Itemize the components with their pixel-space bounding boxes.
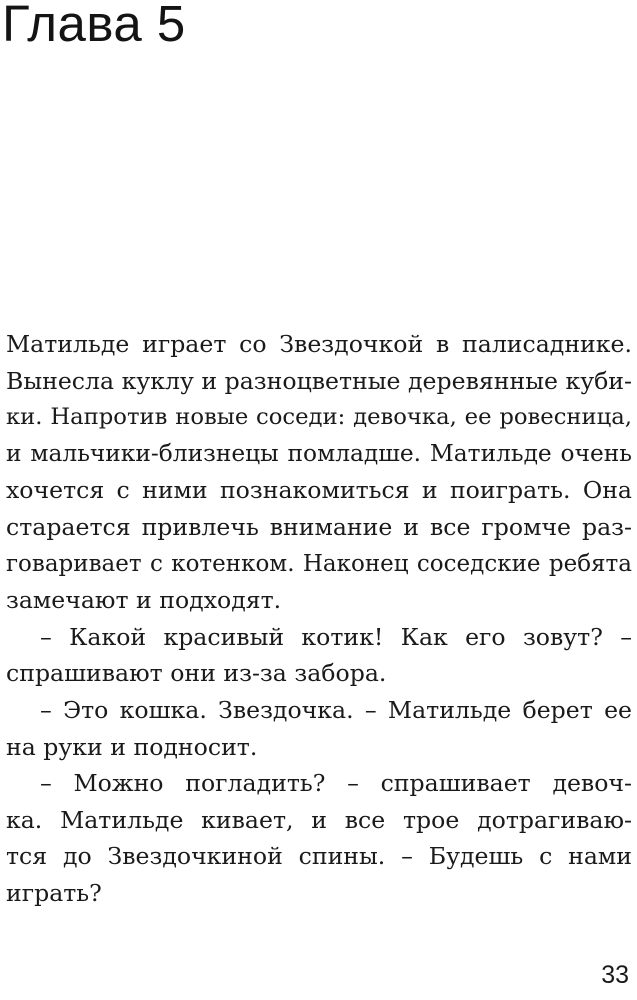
text-line: старается привлечь внимание и все громче раз- — [6, 512, 632, 541]
text-line: – Можно погладить? – спрашивает девоч- — [40, 769, 632, 798]
text-line: Матильде играет со Звездочкой в палисаднике. — [6, 330, 632, 358]
chapter-text — [6, 326, 632, 912]
page-number: 33 — [601, 961, 629, 989]
text-line: ки. Напротив новые соседи: девочка, ее ровесница, — [6, 404, 632, 431]
text-line: тся до Звездочкиной спины. – Будешь с нами — [6, 842, 632, 871]
text-line: Вынесла куклу и разноцветные деревянные куби- — [6, 366, 632, 395]
chapter-title: Глава 5 — [2, 0, 186, 52]
text-line: на руки и подносит. — [6, 732, 258, 761]
text-line: спрашивают они из-за забора. — [6, 659, 387, 688]
text-line: замечают и подходят. — [6, 586, 282, 615]
text-line: хочется с ними познакомиться и поиграть. Она — [6, 476, 632, 505]
text-line: говаривает с котенком. Наконец соседские ребята — [6, 550, 632, 577]
text-line: и мальчики-близнецы помладше. Матильде очень — [6, 439, 632, 467]
text-line: играть? — [6, 878, 102, 907]
text-line: – Это кошка. Звездочка. – Матильде берет ее — [40, 695, 632, 724]
text-line: ка. Матильде кивает, и все трое дотрагиваю- — [6, 805, 632, 834]
text-line: – Какой красивый котик! Как его зовут? – — [40, 622, 632, 651]
